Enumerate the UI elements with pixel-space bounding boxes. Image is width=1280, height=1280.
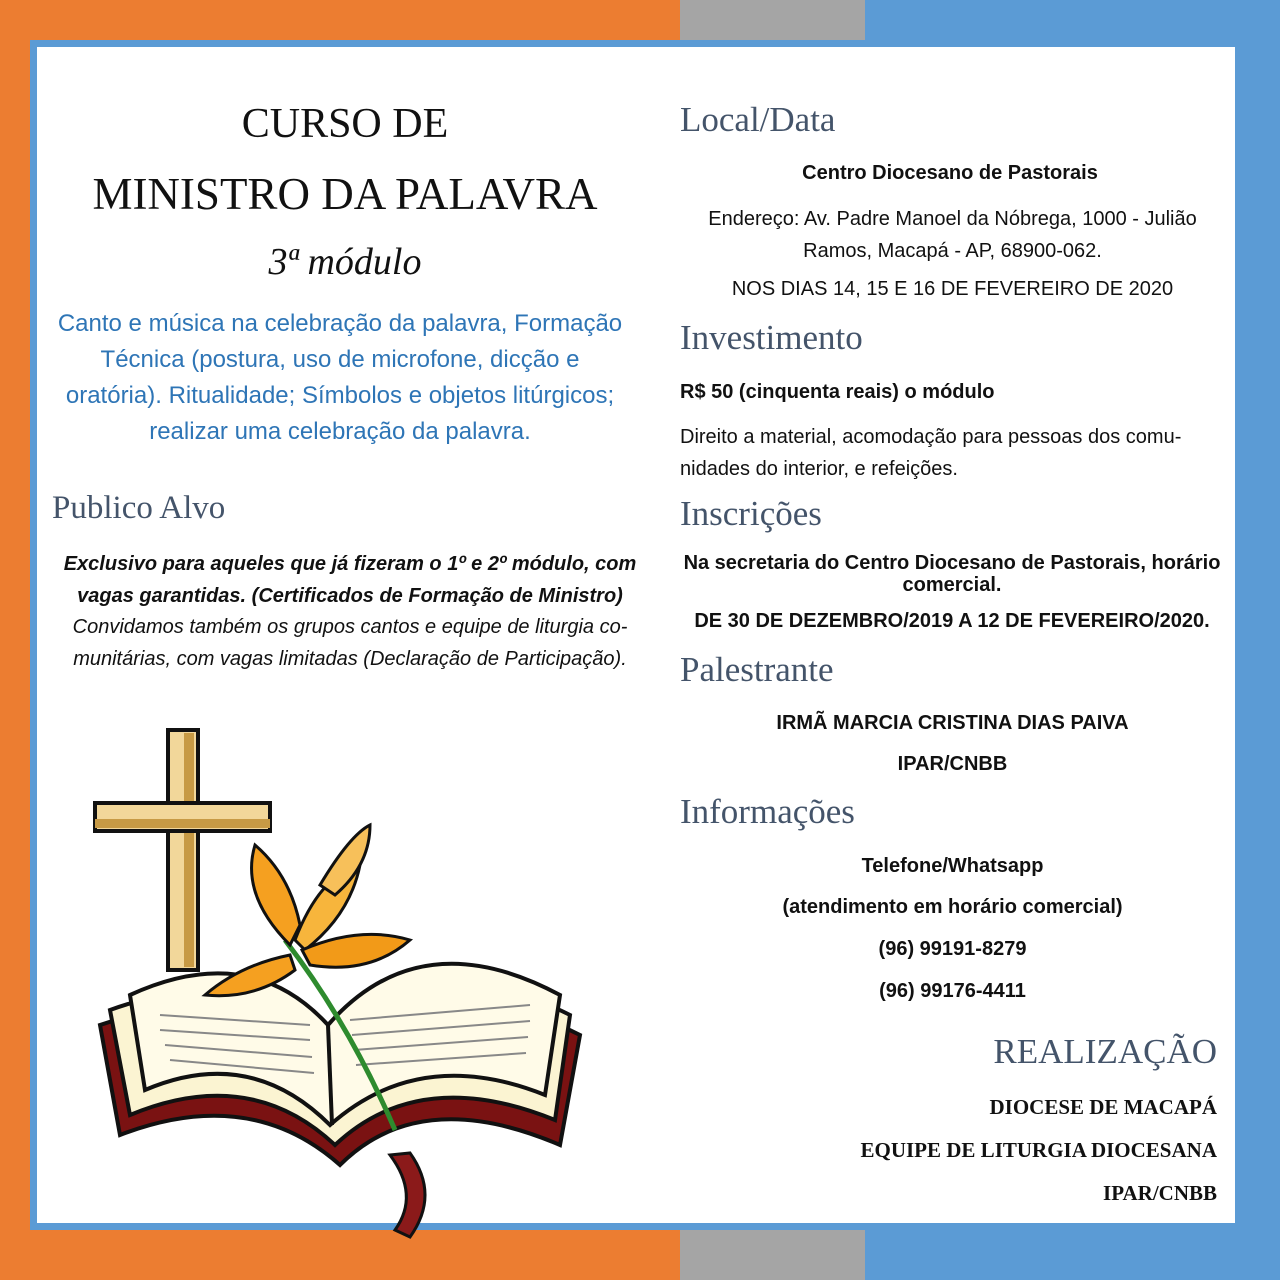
inscricoes-heading: Inscrições bbox=[680, 494, 822, 533]
realizacao-org-1: DIOCESE DE MACAPÁ bbox=[989, 1095, 1217, 1119]
bible-icon bbox=[100, 964, 580, 1165]
informacoes-heading: Informações bbox=[680, 792, 855, 831]
local-address: Endereço: Av. Padre Manoel da Nóbrega, 1000 - Julião Ramos, Macapá - AP, 68900-062. bbox=[708, 208, 1197, 262]
investimento-heading: Investimento bbox=[680, 318, 863, 357]
palestrante-org: IPAR/CNBB bbox=[897, 753, 1008, 775]
info-hours: (atendimento em horário comercial) bbox=[782, 896, 1123, 918]
palestrante-name: IRMÃ MARCIA CRISTINA DIAS PAIVA bbox=[776, 712, 1129, 734]
module-label: 3ª módulo bbox=[268, 241, 422, 283]
cross-icon bbox=[95, 730, 270, 970]
palestrante-heading: Palestrante bbox=[680, 650, 834, 689]
publico-invite-text: Convidamos também os grupos cantos e equipe de liturgia co-munitárias, com vagas limitadas (Declaração de Participação). bbox=[72, 616, 628, 670]
title-line-1: CURSO DE bbox=[241, 101, 449, 147]
info-phone-2: (96) 99176-4411 bbox=[879, 980, 1026, 1002]
title-line-2: MINISTRO DA PALAVRA bbox=[92, 169, 598, 219]
cross-bible-lily-icon bbox=[90, 725, 590, 1245]
inscricoes-location: Na secretaria do Centro Diocesano de Pastorais, horário comercial. bbox=[683, 552, 1221, 596]
publico-exclusive-text: Exclusivo para aqueles que já fizeram o 1º e 2º módulo, com vagas garantidas. (Certificados de Formação de Ministro) bbox=[63, 553, 637, 607]
local-name: Centro Diocesano de Pastorais bbox=[802, 162, 1098, 184]
local-dates: NOS DIAS 14, 15 E 16 DE FEVEREIRO DE 2020 bbox=[731, 278, 1174, 300]
realizacao-org-3: IPAR/CNBB bbox=[1103, 1181, 1217, 1205]
publico-heading: Publico Alvo bbox=[52, 490, 226, 526]
info-contact-type: Telefone/Whatsapp bbox=[861, 855, 1044, 877]
local-heading: Local/Data bbox=[680, 100, 836, 139]
investimento-description: Direito a material, acomodação para pessoas dos comu-nidades do interior, e refeições. bbox=[680, 426, 1182, 480]
investimento-price: R$ 50 (cinquenta reais) o módulo bbox=[680, 381, 995, 403]
realizacao-org-2: EQUIPE DE LITURGIA DIOCESANA bbox=[860, 1138, 1217, 1162]
inscricoes-period: DE 30 DE DEZEMBRO/2019 A 12 DE FEVEREIRO/2020. bbox=[694, 610, 1210, 632]
realizacao-heading: REALIZAÇÃO bbox=[993, 1032, 1217, 1071]
info-phone-1: (96) 99191-8279 bbox=[878, 938, 1027, 960]
course-description: Canto e música na celebração da palavra, Formação Técnica (postura, uso de microfone, dicção e oratória). Ritualidade; Símbolos e objetos litúrgicos; realizar uma celebração da palavra. bbox=[57, 310, 623, 445]
